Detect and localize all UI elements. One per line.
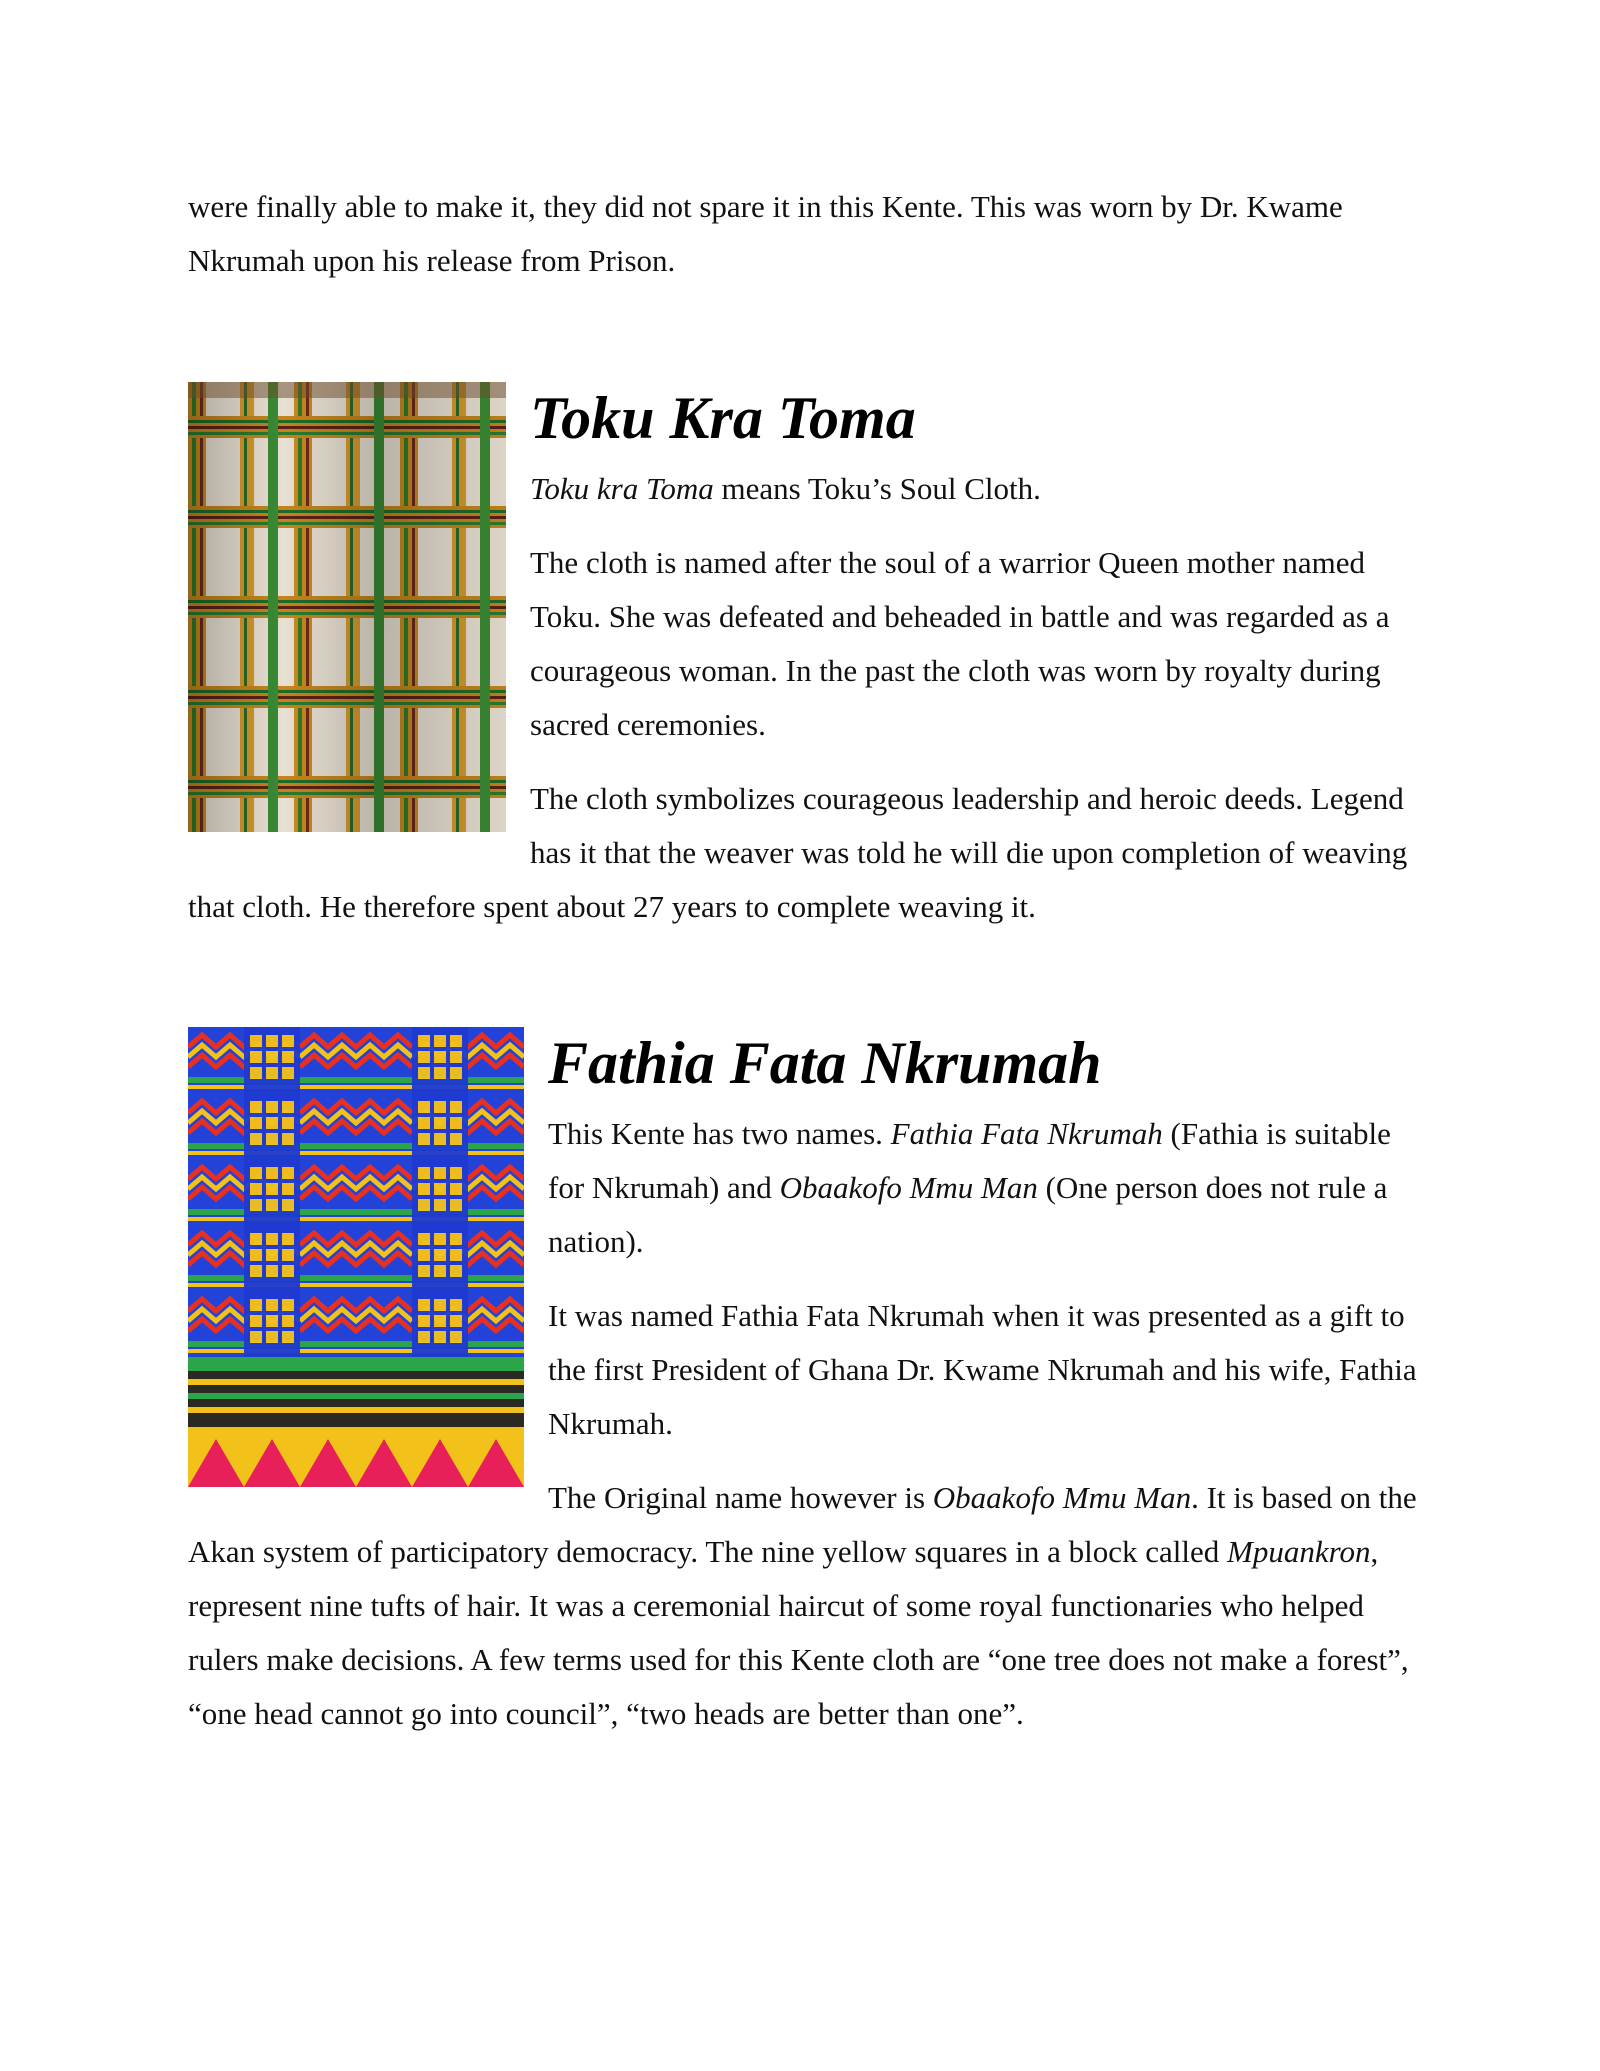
section-paragraph: Toku kra Toma means Toku’s Soul Cloth. [530,471,1041,506]
section-title: Fathia Fata Nkrumah [548,1030,1102,1096]
section-paragraph: It was named Fathia Fata Nkrumah when it was presented as a gift to the first President of Ghana Dr. Kwame Nkrumah and his wife, Fathia Nkrumah. [548,1298,1417,1441]
section-paragraph: The Original name however is Obaakofo Mmu Man. It is based on the Akan system of participatory democracy. The nine yellow squares in a block called Mpuankron, represent nine tufts of hair. It was a ceremonial haircut of some royal functionaries who helped rulers make decisions. A few terms used for this Kente cloth are “one tree does not make a forest”, “one head cannot go into council”, “two heads are better than one”. [188,1480,1417,1731]
section-fathia-fata-nkrumah [188,1027,1418,1741]
section-paragraph: The cloth is named after the soul of a warrior Queen mother named Toku. She was defeated and beheaded in battle and was regarded as a courageous woman. In the past the cloth was worn by royalty during sacred ceremonies. [530,545,1390,742]
intro-paragraph: were finally able to make it, they did not spare it in this Kente. This was worn by Dr. Kwame Nkrumah upon his release from Prison. [188,189,1343,278]
section-toku-kra-toma [188,382,1418,934]
toku-kra-toma-image [188,382,506,832]
section-paragraph: The cloth symbolizes courageous leadership and heroic deeds. Legend has it that the weaver was told he will die upon completion of weaving that cloth. He therefore spent about 27 years to complete weaving it. [188,781,1408,924]
kente-cloth-photo-icon [188,1027,524,1487]
section-paragraph: This Kente has two names. Fathia Fata Nkrumah (Fathia is suitable for Nkrumah) and Obaakofo Mmu Man (One person does not rule a nation). [548,1116,1391,1259]
kente-cloth-photo-icon [188,382,506,832]
fathia-fata-nkrumah-image [188,1027,524,1487]
section-title: Toku Kra Toma [530,385,916,451]
